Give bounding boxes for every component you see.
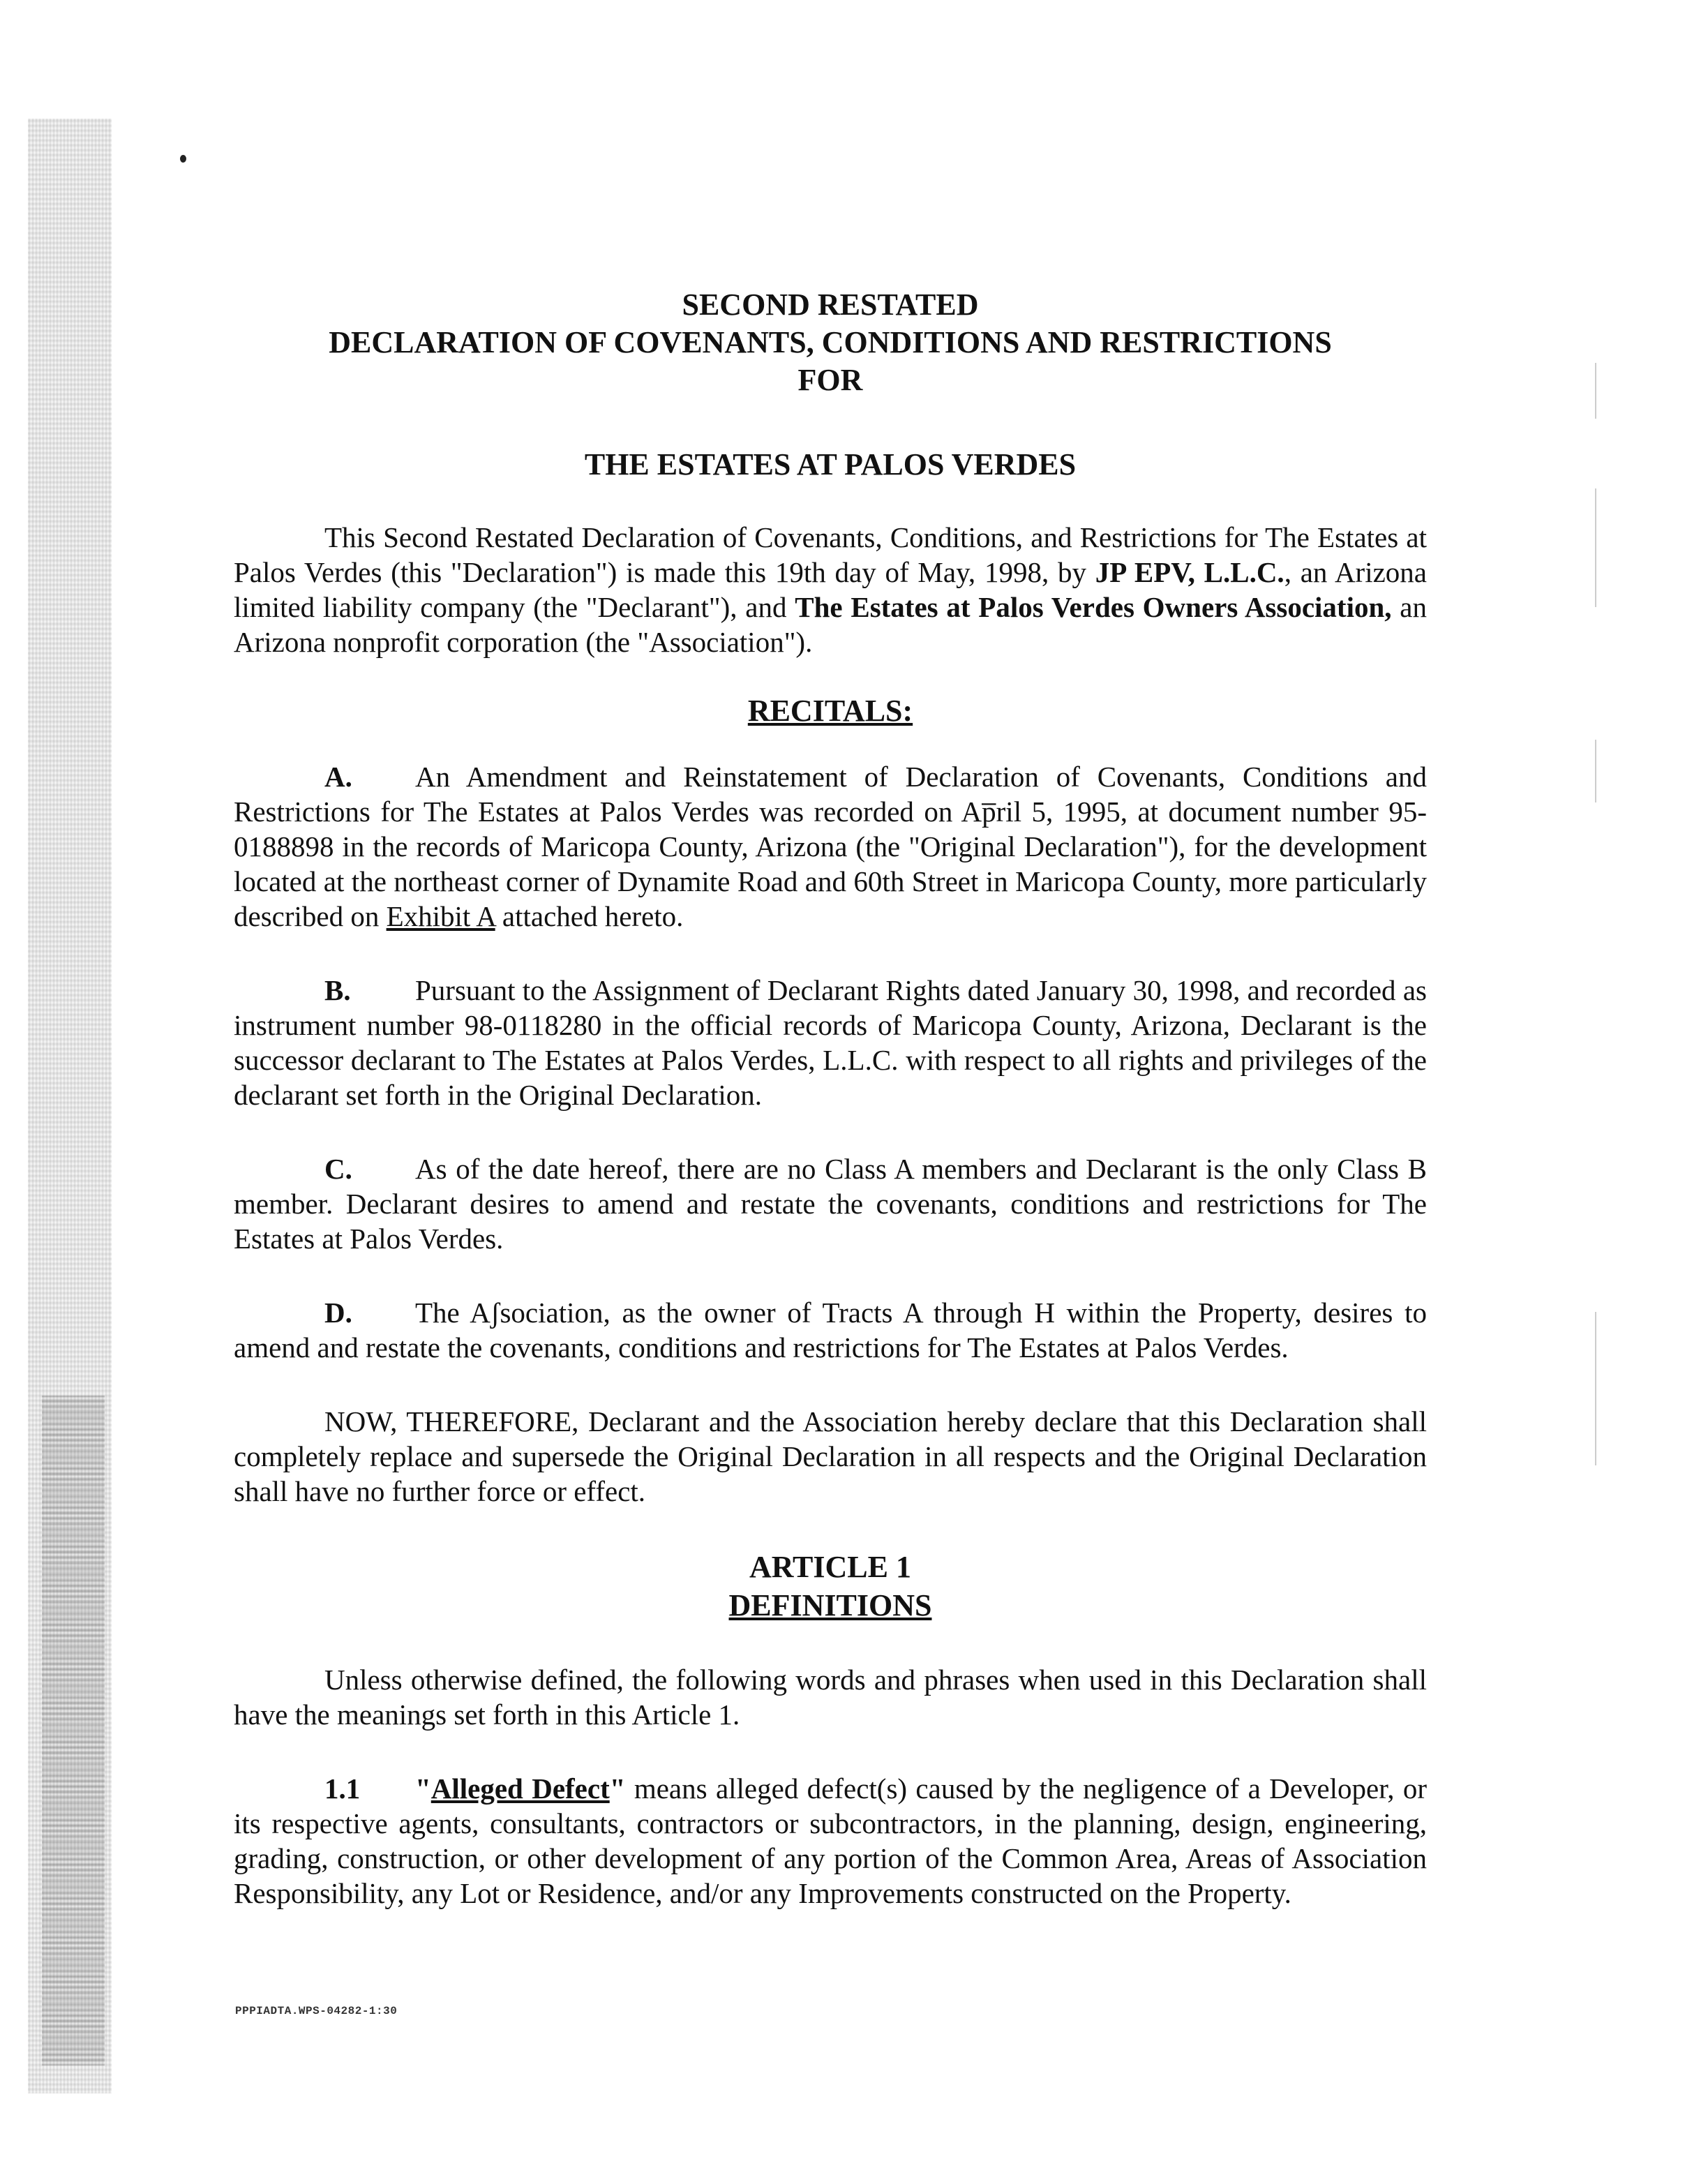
quote-close: " [609,1772,626,1805]
recital-b [234,973,1427,1112]
definitions-intro: Unless otherwise defined, the following words and phrases when used in this Declaration shall have the meanings set forth in this Article 1. [234,1664,1427,1731]
recital-text: An Amendment and Reinstatement of Declaration of Covenants, Conditions and Restrictions for The Estates at Palos Verdes was recorded on Ap̅ril 5, 1995, at document number 95-0188898 in the records of Maricopa County, Arizona (the "Original Declaration"), for the development located at the northeast corner of Dynamite Road and 60th Street in Maricopa County, more particularly described on [234,761,1427,932]
margin-line [1595,363,1596,419]
recital-text: The Aʃsociation, as the owner of Tracts A through H within the Property, desires to amend and restate the covenants, conditions and restrictions for The Estates at Palos Verdes. [234,1297,1427,1364]
recital-c [234,1151,1427,1256]
margin-line [1595,1312,1596,1465]
declarant-name: JP EPV, L.L.C. [1095,556,1284,588]
recital-label: A. [324,761,352,793]
document-page [234,286,1427,1911]
definition-number: 1.1 [324,1772,361,1805]
recital-label: D. [324,1297,352,1329]
document-subtitle: THE ESTATES AT PALOS VERDES [584,447,1077,481]
intro-text-3: an Arizona nonprofit corporation (the "Association"). [234,591,1427,658]
article-heading: DEFINITIONS [728,1588,932,1622]
margin-line [1595,740,1596,802]
article-title: ARTICLE 1 [749,1550,911,1584]
recital-d [234,1295,1427,1365]
recital-label: C. [324,1153,352,1185]
association-name: The Estates at Palos Verdes Owners Association, [795,591,1392,623]
definition-text: means alleged defect(s) caused by the negligence of a Developer, or its respective agents, consultants, contractors or subcontractors, in the planning, design, engineering, grading, construction, or other development of any portion of the Common Area, Areas of Association Responsibility, any Lot or Residence, and/or any Improvements constructed on the Property. [234,1772,1427,1909]
recitals-heading: RECITALS: [747,694,913,728]
title-line-2: DECLARATION OF COVENANTS, CONDITIONS AND RESTRICTIONS [329,325,1332,359]
recital-text-end: attached hereto. [495,900,684,932]
definition-1-1 [234,1771,1427,1911]
exhibit-a-reference: Exhibit A [386,900,495,932]
recital-label: B. [324,974,351,1006]
defined-term: Alleged Defect [430,1772,610,1805]
title-line-3: FOR [797,363,863,397]
footer-document-code: PPPIADTA.WPS-04282-1:30 [235,2005,398,2017]
recital-a [234,759,1427,934]
intro-text-2: , an Arizona limited liability company (the "Declarant"), and [234,556,1428,623]
intro-text-1: This Second Restated Declaration of Covenants, Conditions, and Restrictions for The Estates at Palos Verdes (this "Declaration") is made this 19th day of May, 1998, by [234,521,1427,588]
recital-text: Pursuant to the Assignment of Declarant Rights dated January 30, 1998, and recorded as instrument number 98-0118280 in the official records of Maricopa County, Arizona, Declarant is the successor declarant to The Estates at Palos Verdes, L.L.C. with respect to all rights and privileges of the declarant set forth in the Original Declaration. [234,974,1427,1111]
intro-paragraph [234,520,1427,659]
now-therefore-paragraph: NOW, THEREFORE, Declarant and the Association hereby declare that this Declaration shall completely replace and supersede the Original Declaration in all respects and the Original Declaration shall have no further force or effect. [234,1405,1427,1507]
quote-open: " [415,1772,431,1805]
scan-dot [180,155,186,163]
recital-text: As of the date hereof, there are no Class A members and Declarant is the only Class B member. Declarant desires to amend and restate the covenants, conditions and restrictions for The Estates at Palos Verdes. [234,1153,1427,1255]
scan-edge-artifact-lower [42,1396,105,2066]
title-line-1: SECOND RESTATED [682,287,979,322]
margin-line [1595,488,1596,607]
